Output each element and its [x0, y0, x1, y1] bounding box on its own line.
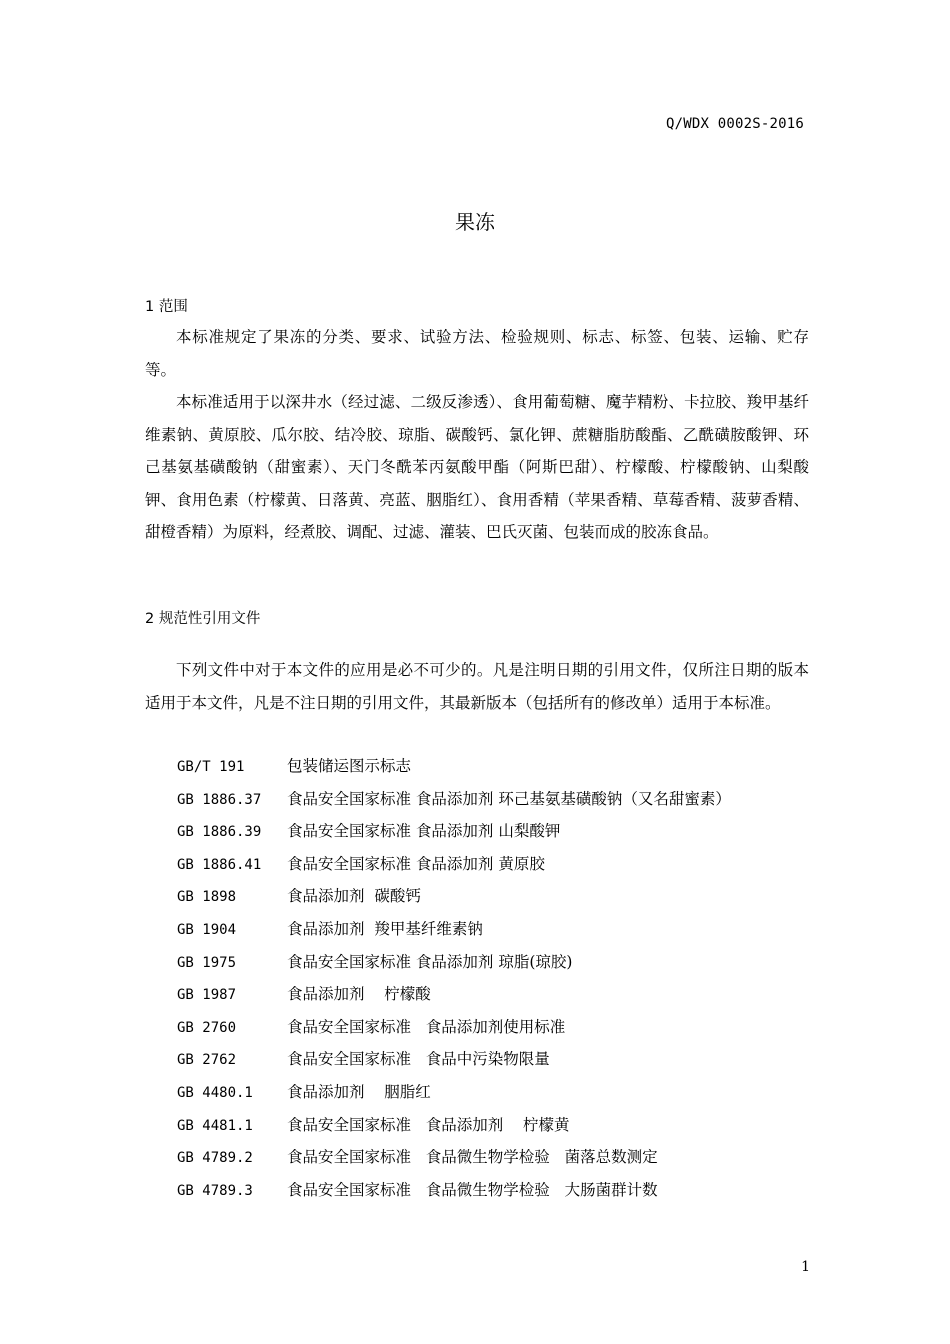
reference-title: 食品安全国家标准 食品微生物学检验 大肠菌群计数	[287, 1180, 658, 1199]
reference-title: 食品安全国家标准 食品添加剂 黄原胶	[287, 854, 545, 873]
reference-title: 食品安全国家标准 食品添加剂 柠檬黄	[287, 1115, 570, 1134]
reference-code: GB 2762	[177, 1052, 237, 1069]
reference-code: GB 4789.3	[177, 1182, 253, 1199]
document-title: 果冻	[455, 210, 495, 234]
scope-paragraph-1: 本标准规定了果冻的分类、要求、试验方法、检验规则、标志、标签、包装、运输、贮存等。	[145, 328, 809, 379]
section-heading-normative-references: 2 规范性引用文件	[145, 611, 261, 627]
reference-code: GB 1898	[177, 889, 237, 906]
reference-title: 食品添加剂 胭脂红	[287, 1082, 431, 1101]
reference-title: 包装储运图示标志	[287, 757, 412, 775]
reference-list	[177, 750, 731, 1206]
reference-item	[177, 1141, 731, 1174]
reference-item	[177, 1043, 731, 1076]
reference-code: GB/T 191	[177, 759, 245, 775]
references-intro-paragraph: 下列文件中对于本文件的应用是必不可少的。凡是注明日期的引用文件，仅所注日期的版本适用于本文件，凡是不注日期的引用文件，其最新版本（包括所有的修改单）适用于本标准。	[145, 661, 809, 712]
reference-item	[177, 946, 731, 979]
reference-item	[177, 783, 731, 816]
reference-title: 食品安全国家标准 食品添加剂 环己基氨基磺酸钠（又名甜蜜素）	[287, 789, 731, 808]
reference-title: 食品添加剂 碳酸钙	[287, 887, 421, 906]
reference-code: GB 4480.1	[177, 1084, 253, 1101]
reference-item	[177, 848, 731, 881]
reference-title: 食品安全国家标准 食品中污染物限量	[287, 1050, 550, 1069]
reference-code: GB 1904	[177, 921, 237, 938]
reference-code: GB 4789.2	[177, 1150, 253, 1167]
reference-code: GB 1975	[177, 954, 237, 971]
reference-item	[177, 1011, 731, 1044]
reference-code: GB 1886.39	[177, 824, 262, 841]
reference-title: 食品添加剂 柠檬酸	[287, 985, 431, 1004]
reference-item	[177, 1174, 731, 1207]
reference-title: 食品安全国家标准 食品微生物学检验 菌落总数测定	[287, 1148, 658, 1167]
reference-code: GB 2760	[177, 1019, 237, 1036]
reference-code: GB 1987	[177, 987, 237, 1004]
reference-item	[177, 1109, 731, 1142]
reference-title: 食品安全国家标准 食品添加剂使用标准	[287, 1017, 566, 1036]
standard-code: Q/WDX 0002S-2016	[665, 116, 804, 132]
reference-code: GB 4481.1	[177, 1117, 253, 1134]
section-heading-scope: 1 范围	[145, 299, 188, 315]
reference-title: 食品添加剂 羧甲基纤维素钠	[287, 919, 483, 938]
reference-title: 食品安全国家标准 食品添加剂 琼脂(琼胶)	[287, 952, 573, 971]
reference-item	[177, 880, 731, 913]
reference-item	[177, 913, 731, 946]
reference-code: GB 1886.41	[177, 856, 262, 873]
page-number: 1	[801, 1259, 810, 1275]
reference-item	[177, 750, 731, 783]
reference-item	[177, 815, 731, 848]
reference-item	[177, 978, 731, 1011]
scope-paragraph-2: 本标准适用于以深井水（经过滤、二级反渗透）、食用葡萄糖、魔芋精粉、卡拉胶、羧甲基纤维素钠、黄原胶、瓜尔胶、结冷胶、琼脂、碳酸钙、氯化钾、蔗糖脂肪酸酯、乙酰磺胺酸钾、环己基氨基磺酸钠（甜蜜素）、天门冬酰苯丙氨酸甲酯（阿斯巴甜）、柠檬酸、柠檬酸钠、山梨酸钾、食用色素（柠檬黄、日落黄、亮蓝、胭脂红）、食用香精（苹果香精、草莓香精、菠萝香精、甜橙香精）为原料，经煮胶、调配、过滤、灌装、巴氏灭菌、包装而成的胶冻食品。	[145, 393, 809, 542]
reference-title: 食品安全国家标准 食品添加剂 山梨酸钾	[287, 822, 561, 841]
reference-item	[177, 1076, 731, 1109]
reference-code: GB 1886.37	[177, 791, 262, 808]
